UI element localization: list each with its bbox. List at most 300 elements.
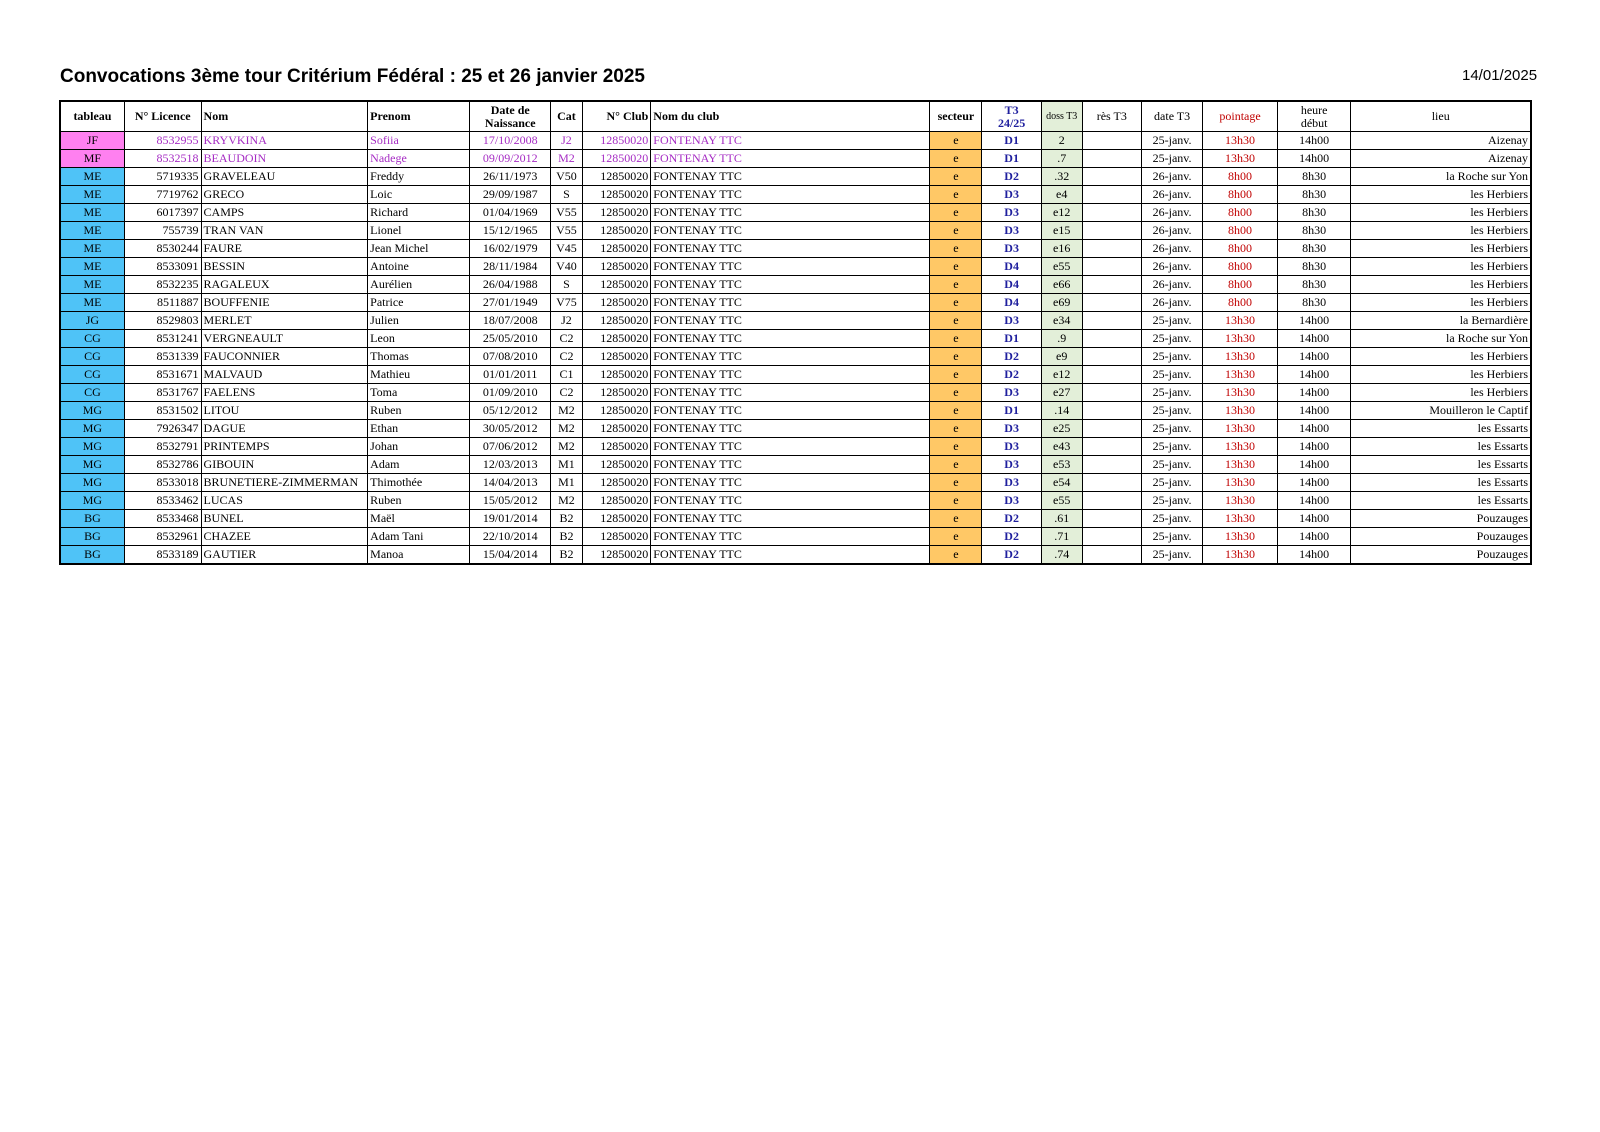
lieu-cell: Mouilleron le Captif — [1351, 402, 1531, 420]
licence-cell: 6017397 — [124, 204, 201, 222]
secteur-cell: e — [930, 240, 982, 258]
heure-debut-cell: 14h00 — [1277, 348, 1351, 366]
nom-cell: GIBOUIN — [201, 456, 368, 474]
convocations-table — [59, 100, 1532, 565]
secteur-cell: e — [930, 330, 982, 348]
club-name-cell: FONTENAY TTC — [651, 528, 930, 546]
lieu-cell: les Essarts — [1351, 456, 1531, 474]
club-name-cell: FONTENAY TTC — [651, 186, 930, 204]
lieu-cell: les Herbiers — [1351, 276, 1531, 294]
naissance-cell: 01/09/2010 — [470, 384, 551, 402]
cat-cell: C2 — [551, 330, 583, 348]
heure-debut-cell: 8h30 — [1277, 294, 1351, 312]
cat-cell: S — [551, 276, 583, 294]
pointage-cell: 13h30 — [1203, 420, 1278, 438]
pointage-cell: 13h30 — [1203, 456, 1278, 474]
res-cell — [1082, 348, 1141, 366]
t3-cell: D3 — [982, 492, 1041, 510]
tableau-cell: ME — [60, 294, 124, 312]
res-cell — [1082, 168, 1141, 186]
secteur-cell: e — [930, 438, 982, 456]
t3-cell: D3 — [982, 240, 1041, 258]
licence-cell: 8533462 — [124, 492, 201, 510]
lieu-cell: les Herbiers — [1351, 366, 1531, 384]
nom-cell: RAGALEUX — [201, 276, 368, 294]
heure-debut-cell: 8h30 — [1277, 204, 1351, 222]
licence-cell: 8531502 — [124, 402, 201, 420]
t3-cell: D2 — [982, 510, 1041, 528]
header-cat: Cat — [551, 101, 583, 132]
header-licence: N° Licence — [124, 101, 201, 132]
nom-cell: MERLET — [201, 312, 368, 330]
naissance-cell: 28/11/1984 — [470, 258, 551, 276]
lieu-cell: les Herbiers — [1351, 222, 1531, 240]
pointage-cell: 13h30 — [1203, 384, 1278, 402]
table-row — [60, 312, 1531, 330]
t3-cell: D2 — [982, 528, 1041, 546]
licence-cell: 7719762 — [124, 186, 201, 204]
tableau-cell: CG — [60, 384, 124, 402]
prenom-cell: Leon — [368, 330, 470, 348]
pointage-cell: 8h00 — [1203, 186, 1278, 204]
secteur-cell: e — [930, 402, 982, 420]
table-row — [60, 474, 1531, 492]
doss-cell: e55 — [1041, 258, 1082, 276]
lieu-cell: Pouzauges — [1351, 546, 1531, 565]
naissance-cell: 16/02/1979 — [470, 240, 551, 258]
club-name-cell: FONTENAY TTC — [651, 330, 930, 348]
t3-cell: D1 — [982, 330, 1041, 348]
date-t3-cell: 25-janv. — [1141, 150, 1202, 168]
tableau-cell: ME — [60, 186, 124, 204]
table-row — [60, 438, 1531, 456]
nom-cell: KRYVKINA — [201, 132, 368, 150]
nom-cell: TRAN VAN — [201, 222, 368, 240]
club-name-cell: FONTENAY TTC — [651, 456, 930, 474]
t3-cell: D3 — [982, 222, 1041, 240]
naissance-cell: 29/09/1987 — [470, 186, 551, 204]
club-number-cell: 12850020 — [582, 402, 650, 420]
cat-cell: V55 — [551, 204, 583, 222]
licence-cell: 8531339 — [124, 348, 201, 366]
nom-cell: FAELENS — [201, 384, 368, 402]
doss-cell: e53 — [1041, 456, 1082, 474]
club-name-cell: FONTENAY TTC — [651, 438, 930, 456]
heure-debut-cell: 8h30 — [1277, 168, 1351, 186]
secteur-cell: e — [930, 258, 982, 276]
cat-cell: V75 — [551, 294, 583, 312]
date-t3-cell: 25-janv. — [1141, 528, 1202, 546]
secteur-cell: e — [930, 312, 982, 330]
t3-cell: D3 — [982, 420, 1041, 438]
table-row — [60, 528, 1531, 546]
tableau-cell: BG — [60, 528, 124, 546]
doss-cell: .74 — [1041, 546, 1082, 565]
lieu-cell: la Roche sur Yon — [1351, 330, 1531, 348]
naissance-cell: 27/01/1949 — [470, 294, 551, 312]
pointage-cell: 13h30 — [1203, 474, 1278, 492]
t3-cell: D2 — [982, 168, 1041, 186]
naissance-cell: 15/05/2012 — [470, 492, 551, 510]
lieu-cell: la Roche sur Yon — [1351, 168, 1531, 186]
page-title: Convocations 3ème tour Critérium Fédéral : 25 et 26 janvier 2025 — [60, 66, 646, 87]
t3-cell: D2 — [982, 546, 1041, 565]
header-t3-line2: 24/25 — [997, 115, 1026, 130]
cat-cell: M2 — [551, 150, 583, 168]
res-cell — [1082, 276, 1141, 294]
club-name-cell: FONTENAY TTC — [651, 546, 930, 565]
table-body — [60, 132, 1531, 565]
heure-debut-cell: 14h00 — [1277, 474, 1351, 492]
pointage-cell: 8h00 — [1203, 204, 1278, 222]
heure-debut-cell: 14h00 — [1277, 366, 1351, 384]
date-t3-cell: 25-janv. — [1141, 438, 1202, 456]
tableau-cell: ME — [60, 222, 124, 240]
naissance-cell: 01/01/2011 — [470, 366, 551, 384]
licence-cell: 8532791 — [124, 438, 201, 456]
heure-debut-cell: 8h30 — [1277, 258, 1351, 276]
club-number-cell: 12850020 — [582, 258, 650, 276]
lieu-cell: les Essarts — [1351, 438, 1531, 456]
doss-cell: e34 — [1041, 312, 1082, 330]
secteur-cell: e — [930, 132, 982, 150]
nom-cell: LITOU — [201, 402, 368, 420]
cat-cell: V55 — [551, 222, 583, 240]
naissance-cell: 25/05/2010 — [470, 330, 551, 348]
club-number-cell: 12850020 — [582, 546, 650, 565]
header-pointage: pointage — [1203, 101, 1278, 132]
licence-cell: 8529803 — [124, 312, 201, 330]
nom-cell: LUCAS — [201, 492, 368, 510]
heure-debut-cell: 14h00 — [1277, 330, 1351, 348]
prenom-cell: Thimothée — [368, 474, 470, 492]
secteur-cell: e — [930, 168, 982, 186]
lieu-cell: les Herbiers — [1351, 294, 1531, 312]
club-name-cell: FONTENAY TTC — [651, 204, 930, 222]
club-number-cell: 12850020 — [582, 276, 650, 294]
date-t3-cell: 25-janv. — [1141, 546, 1202, 565]
header-naissance-line2: Naissance — [484, 115, 536, 130]
pointage-cell: 13h30 — [1203, 438, 1278, 456]
res-cell — [1082, 366, 1141, 384]
doss-cell: e25 — [1041, 420, 1082, 438]
cat-cell: C1 — [551, 366, 583, 384]
nom-cell: GRECO — [201, 186, 368, 204]
naissance-cell: 22/10/2014 — [470, 528, 551, 546]
header-row — [60, 101, 1531, 132]
doss-cell: e69 — [1041, 294, 1082, 312]
prenom-cell: Toma — [368, 384, 470, 402]
club-number-cell: 12850020 — [582, 222, 650, 240]
naissance-cell: 26/11/1973 — [470, 168, 551, 186]
date-t3-cell: 25-janv. — [1141, 348, 1202, 366]
header-doss: doss T3 — [1041, 101, 1082, 132]
date-t3-cell: 26-janv. — [1141, 186, 1202, 204]
pointage-cell: 13h30 — [1203, 492, 1278, 510]
doss-cell: 2 — [1041, 132, 1082, 150]
lieu-cell: Aizenay — [1351, 150, 1531, 168]
t3-cell: D1 — [982, 132, 1041, 150]
lieu-cell: les Herbiers — [1351, 240, 1531, 258]
club-name-cell: FONTENAY TTC — [651, 510, 930, 528]
pointage-cell: 8h00 — [1203, 258, 1278, 276]
naissance-cell: 12/03/2013 — [470, 456, 551, 474]
naissance-cell: 30/05/2012 — [470, 420, 551, 438]
naissance-cell: 07/06/2012 — [470, 438, 551, 456]
tableau-cell: MG — [60, 420, 124, 438]
table-row — [60, 276, 1531, 294]
naissance-cell: 15/04/2014 — [470, 546, 551, 565]
pointage-cell: 13h30 — [1203, 528, 1278, 546]
licence-cell: 8531671 — [124, 366, 201, 384]
cat-cell: M2 — [551, 420, 583, 438]
table-row — [60, 510, 1531, 528]
club-name-cell: FONTENAY TTC — [651, 420, 930, 438]
doss-cell: e12 — [1041, 204, 1082, 222]
pointage-cell: 13h30 — [1203, 546, 1278, 565]
club-name-cell: FONTENAY TTC — [651, 384, 930, 402]
heure-debut-cell: 14h00 — [1277, 384, 1351, 402]
lieu-cell: les Essarts — [1351, 492, 1531, 510]
res-cell — [1082, 150, 1141, 168]
nom-cell: FAUCONNIER — [201, 348, 368, 366]
res-cell — [1082, 384, 1141, 402]
pointage-cell: 8h00 — [1203, 294, 1278, 312]
club-name-cell: FONTENAY TTC — [651, 366, 930, 384]
t3-cell: D3 — [982, 186, 1041, 204]
lieu-cell: les Essarts — [1351, 420, 1531, 438]
club-number-cell: 12850020 — [582, 456, 650, 474]
cat-cell: B2 — [551, 510, 583, 528]
res-cell — [1082, 186, 1141, 204]
secteur-cell: e — [930, 384, 982, 402]
licence-cell: 5719335 — [124, 168, 201, 186]
t3-cell: D1 — [982, 150, 1041, 168]
heure-debut-cell: 14h00 — [1277, 510, 1351, 528]
tableau-cell: ME — [60, 258, 124, 276]
nom-cell: PRINTEMPS — [201, 438, 368, 456]
tableau-cell: ME — [60, 240, 124, 258]
date-t3-cell: 25-janv. — [1141, 384, 1202, 402]
header-date-t3: date T3 — [1141, 101, 1202, 132]
doss-cell: e4 — [1041, 186, 1082, 204]
tableau-cell: MG — [60, 438, 124, 456]
club-number-cell: 12850020 — [582, 240, 650, 258]
res-cell — [1082, 474, 1141, 492]
prenom-cell: Adam — [368, 456, 470, 474]
licence-cell: 8533189 — [124, 546, 201, 565]
cat-cell: V45 — [551, 240, 583, 258]
prenom-cell: Loic — [368, 186, 470, 204]
naissance-cell: 14/04/2013 — [470, 474, 551, 492]
res-cell — [1082, 222, 1141, 240]
tableau-cell: CG — [60, 366, 124, 384]
res-cell — [1082, 456, 1141, 474]
naissance-cell: 17/10/2008 — [470, 132, 551, 150]
cat-cell: C2 — [551, 348, 583, 366]
table-row — [60, 168, 1531, 186]
header-heure-line1: heure — [1300, 102, 1328, 117]
t3-cell: D2 — [982, 348, 1041, 366]
naissance-cell: 05/12/2012 — [470, 402, 551, 420]
table-row — [60, 456, 1531, 474]
secteur-cell: e — [930, 204, 982, 222]
heure-debut-cell: 14h00 — [1277, 132, 1351, 150]
cat-cell: V50 — [551, 168, 583, 186]
secteur-cell: e — [930, 150, 982, 168]
heure-debut-cell: 14h00 — [1277, 456, 1351, 474]
header-res: rès T3 — [1082, 101, 1141, 132]
naissance-cell: 18/07/2008 — [470, 312, 551, 330]
club-name-cell: FONTENAY TTC — [651, 168, 930, 186]
nom-cell: BRUNETIERE-ZIMMERMAN — [201, 474, 368, 492]
header-nomclub: Nom du club — [651, 101, 930, 132]
tableau-cell: BG — [60, 546, 124, 565]
nom-cell: BEAUDOIN — [201, 150, 368, 168]
club-number-cell: 12850020 — [582, 204, 650, 222]
club-name-cell: FONTENAY TTC — [651, 474, 930, 492]
club-name-cell: FONTENAY TTC — [651, 348, 930, 366]
secteur-cell: e — [930, 222, 982, 240]
tableau-cell: MG — [60, 402, 124, 420]
heure-debut-cell: 14h00 — [1277, 528, 1351, 546]
heure-debut-cell: 8h30 — [1277, 222, 1351, 240]
licence-cell: 8511887 — [124, 294, 201, 312]
tableau-cell: MG — [60, 492, 124, 510]
nom-cell: BOUFFENIE — [201, 294, 368, 312]
lieu-cell: les Herbiers — [1351, 186, 1531, 204]
club-number-cell: 12850020 — [582, 132, 650, 150]
licence-cell: 8532235 — [124, 276, 201, 294]
lieu-cell: les Essarts — [1351, 474, 1531, 492]
date-t3-cell: 26-janv. — [1141, 204, 1202, 222]
date-t3-cell: 25-janv. — [1141, 510, 1202, 528]
secteur-cell: e — [930, 366, 982, 384]
tableau-cell: CG — [60, 348, 124, 366]
document-date: 14/01/2025 — [1462, 67, 1538, 84]
club-number-cell: 12850020 — [582, 312, 650, 330]
date-t3-cell: 25-janv. — [1141, 456, 1202, 474]
res-cell — [1082, 528, 1141, 546]
prenom-cell: Adam Tani — [368, 528, 470, 546]
table-row — [60, 330, 1531, 348]
header-club: N° Club — [582, 101, 650, 132]
nom-cell: CHAZEE — [201, 528, 368, 546]
doss-cell: e55 — [1041, 492, 1082, 510]
t3-cell: D3 — [982, 474, 1041, 492]
date-t3-cell: 26-janv. — [1141, 276, 1202, 294]
header-secteur: secteur — [930, 101, 982, 132]
tableau-cell: MG — [60, 474, 124, 492]
doss-cell: .61 — [1041, 510, 1082, 528]
lieu-cell: Aizenay — [1351, 132, 1531, 150]
licence-cell: 7926347 — [124, 420, 201, 438]
table-row — [60, 492, 1531, 510]
cat-cell: M1 — [551, 474, 583, 492]
heure-debut-cell: 14h00 — [1277, 492, 1351, 510]
date-t3-cell: 26-janv. — [1141, 222, 1202, 240]
club-number-cell: 12850020 — [582, 492, 650, 510]
header-naissance — [470, 101, 551, 132]
doss-cell: e43 — [1041, 438, 1082, 456]
doss-cell: e16 — [1041, 240, 1082, 258]
cat-cell: J2 — [551, 312, 583, 330]
club-number-cell: 12850020 — [582, 186, 650, 204]
secteur-cell: e — [930, 276, 982, 294]
nom-cell: FAURE — [201, 240, 368, 258]
t3-cell: D2 — [982, 366, 1041, 384]
prenom-cell: Antoine — [368, 258, 470, 276]
prenom-cell: Manoa — [368, 546, 470, 565]
prenom-cell: Johan — [368, 438, 470, 456]
table-row — [60, 348, 1531, 366]
res-cell — [1082, 420, 1141, 438]
doss-cell: .7 — [1041, 150, 1082, 168]
tableau-cell: JG — [60, 312, 124, 330]
prenom-cell: Freddy — [368, 168, 470, 186]
table-row — [60, 402, 1531, 420]
secteur-cell: e — [930, 348, 982, 366]
cat-cell: M2 — [551, 492, 583, 510]
heure-debut-cell: 14h00 — [1277, 312, 1351, 330]
licence-cell: 8530244 — [124, 240, 201, 258]
heure-debut-cell: 14h00 — [1277, 402, 1351, 420]
doss-cell: e27 — [1041, 384, 1082, 402]
club-number-cell: 12850020 — [582, 474, 650, 492]
nom-cell: GAUTIER — [201, 546, 368, 565]
cat-cell: M2 — [551, 438, 583, 456]
tableau-cell: ME — [60, 168, 124, 186]
prenom-cell: Nadege — [368, 150, 470, 168]
table-row — [60, 366, 1531, 384]
table-row — [60, 240, 1531, 258]
licence-cell: 8532786 — [124, 456, 201, 474]
nom-cell: GRAVELEAU — [201, 168, 368, 186]
licence-cell: 8531767 — [124, 384, 201, 402]
t3-cell: D1 — [982, 402, 1041, 420]
date-t3-cell: 25-janv. — [1141, 312, 1202, 330]
heure-debut-cell: 8h30 — [1277, 186, 1351, 204]
tableau-cell: JF — [60, 132, 124, 150]
doss-cell: e15 — [1041, 222, 1082, 240]
res-cell — [1082, 258, 1141, 276]
naissance-cell: 26/04/1988 — [470, 276, 551, 294]
club-name-cell: FONTENAY TTC — [651, 132, 930, 150]
lieu-cell: les Herbiers — [1351, 348, 1531, 366]
club-number-cell: 12850020 — [582, 330, 650, 348]
club-number-cell: 12850020 — [582, 510, 650, 528]
date-t3-cell: 25-janv. — [1141, 420, 1202, 438]
prenom-cell: Mathieu — [368, 366, 470, 384]
date-t3-cell: 25-janv. — [1141, 402, 1202, 420]
licence-cell: 8532955 — [124, 132, 201, 150]
table-row — [60, 294, 1531, 312]
table-row — [60, 546, 1531, 565]
date-t3-cell: 25-janv. — [1141, 330, 1202, 348]
doss-cell: .71 — [1041, 528, 1082, 546]
lieu-cell: les Herbiers — [1351, 204, 1531, 222]
pointage-cell: 13h30 — [1203, 348, 1278, 366]
pointage-cell: 13h30 — [1203, 132, 1278, 150]
table-row — [60, 384, 1531, 402]
t3-cell: D3 — [982, 456, 1041, 474]
table-row — [60, 222, 1531, 240]
club-number-cell: 12850020 — [582, 528, 650, 546]
naissance-cell: 01/04/1969 — [470, 204, 551, 222]
secteur-cell: e — [930, 510, 982, 528]
secteur-cell: e — [930, 546, 982, 565]
pointage-cell: 13h30 — [1203, 366, 1278, 384]
